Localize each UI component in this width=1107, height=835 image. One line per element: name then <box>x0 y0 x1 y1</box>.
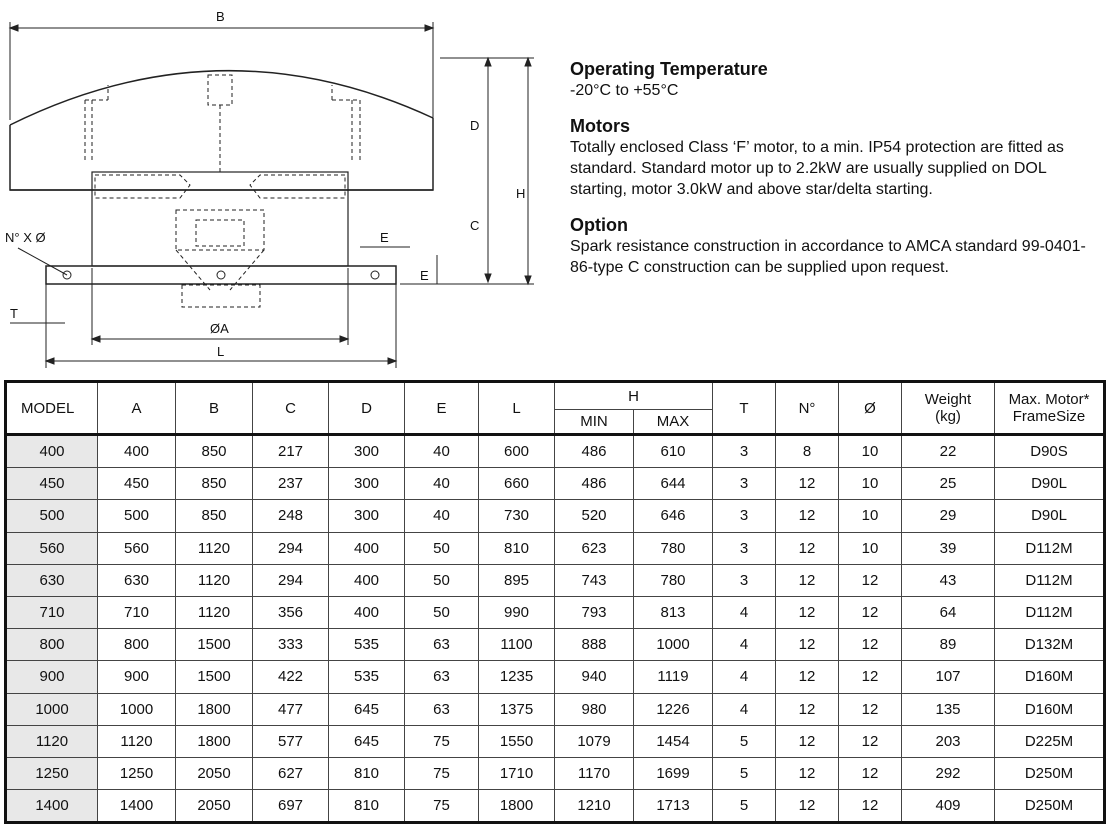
cell-n: 12 <box>776 661 839 693</box>
cell-d: 645 <box>329 693 405 725</box>
cell-n: 12 <box>776 693 839 725</box>
label-l: L <box>217 344 225 359</box>
header-weight-unit: (kg) <box>935 408 961 425</box>
cell-e: 63 <box>405 661 479 693</box>
cell-h-max: 646 <box>634 500 713 532</box>
cell-l: 1710 <box>479 757 555 789</box>
cell-motor: D160M <box>995 693 1105 725</box>
cell-model: 400 <box>6 435 98 468</box>
cell-e: 50 <box>405 564 479 596</box>
header-e: E <box>405 382 479 435</box>
cell-e: 40 <box>405 500 479 532</box>
cell-t: 5 <box>713 725 776 757</box>
cell-c: 422 <box>253 661 329 693</box>
motors-section <box>570 115 1100 200</box>
cell-l: 1375 <box>479 693 555 725</box>
operating-temperature-title: Operating Temperature <box>570 59 768 79</box>
cell-t: 4 <box>713 693 776 725</box>
cell-n: 12 <box>776 790 839 823</box>
cell-model: 1250 <box>6 757 98 789</box>
cell-c: 237 <box>253 468 329 500</box>
cell-h-max: 813 <box>634 596 713 628</box>
cell-a: 1000 <box>98 693 176 725</box>
cell-weight: 43 <box>902 564 995 596</box>
dimensions-table <box>4 380 1106 824</box>
cell-b: 1120 <box>176 596 253 628</box>
cell-weight: 29 <box>902 500 995 532</box>
header-motor-label: Max. Motor* <box>1008 391 1090 408</box>
cell-motor: D90L <box>995 500 1105 532</box>
cell-weight: 89 <box>902 629 995 661</box>
cell-n: 12 <box>776 532 839 564</box>
cell-h-min: 1210 <box>555 790 634 823</box>
cell-h-max: 1000 <box>634 629 713 661</box>
cell-d: 400 <box>329 596 405 628</box>
cell-d: 535 <box>329 629 405 661</box>
cell-n: 8 <box>776 435 839 468</box>
table-row <box>6 757 1105 789</box>
cell-motor: D112M <box>995 564 1105 596</box>
cell-l: 990 <box>479 596 555 628</box>
cell-d: 400 <box>329 564 405 596</box>
cell-n: 12 <box>776 500 839 532</box>
label-b: B <box>216 9 225 24</box>
cell-a: 1400 <box>98 790 176 823</box>
cell-c: 294 <box>253 532 329 564</box>
label-e-right: E <box>380 230 389 245</box>
cell-a: 1250 <box>98 757 176 789</box>
cell-b: 850 <box>176 468 253 500</box>
cell-h-max: 780 <box>634 532 713 564</box>
cell-motor: D132M <box>995 629 1105 661</box>
header-weight-label: Weight <box>924 391 972 408</box>
cell-t: 3 <box>713 564 776 596</box>
cell-n: 12 <box>776 629 839 661</box>
cell-t: 3 <box>713 500 776 532</box>
cell-weight: 409 <box>902 790 995 823</box>
cell-c: 356 <box>253 596 329 628</box>
cell-d: 810 <box>329 757 405 789</box>
specifications <box>570 58 1100 292</box>
cell-d: 535 <box>329 661 405 693</box>
cell-a: 900 <box>98 661 176 693</box>
option-title: Option <box>570 215 628 235</box>
header-l: L <box>479 382 555 435</box>
label-d: D <box>470 118 480 133</box>
table-row <box>6 564 1105 596</box>
cell-l: 730 <box>479 500 555 532</box>
cell-b: 850 <box>176 435 253 468</box>
table-row <box>6 468 1105 500</box>
cell-b: 1500 <box>176 629 253 661</box>
cell-l: 600 <box>479 435 555 468</box>
cell-l: 660 <box>479 468 555 500</box>
cell-a: 450 <box>98 468 176 500</box>
cell-h-max: 1699 <box>634 757 713 789</box>
cell-e: 63 <box>405 629 479 661</box>
cell-d: 645 <box>329 725 405 757</box>
cell-c: 627 <box>253 757 329 789</box>
cell-c: 248 <box>253 500 329 532</box>
cell-phi: 10 <box>839 532 902 564</box>
cell-b: 1800 <box>176 725 253 757</box>
table-row <box>6 661 1105 693</box>
cell-a: 630 <box>98 564 176 596</box>
label-t: T <box>10 306 18 321</box>
option-text: Spark resistance construction in accordance to AMCA standard 99-0401-86-type C construction can be supplied upon request. <box>570 238 1086 276</box>
cell-d: 300 <box>329 500 405 532</box>
cell-weight: 64 <box>902 596 995 628</box>
header-motor <box>995 382 1105 435</box>
cell-b: 1800 <box>176 693 253 725</box>
cell-t: 4 <box>713 661 776 693</box>
cell-h-max: 644 <box>634 468 713 500</box>
table-row <box>6 693 1105 725</box>
cell-a: 560 <box>98 532 176 564</box>
cell-phi: 12 <box>839 693 902 725</box>
cell-t: 3 <box>713 468 776 500</box>
cell-motor: D250M <box>995 790 1105 823</box>
cell-h-max: 1226 <box>634 693 713 725</box>
cell-motor: D90L <box>995 468 1105 500</box>
table-header-row <box>6 382 1105 410</box>
cell-c: 477 <box>253 693 329 725</box>
cell-weight: 39 <box>902 532 995 564</box>
cell-h-min: 486 <box>555 468 634 500</box>
cell-phi: 12 <box>839 790 902 823</box>
table-row <box>6 435 1105 468</box>
header-model: MODEL <box>6 382 98 435</box>
cell-b: 1500 <box>176 661 253 693</box>
header-t: T <box>713 382 776 435</box>
cell-weight: 292 <box>902 757 995 789</box>
cell-e: 75 <box>405 790 479 823</box>
cell-a: 1120 <box>98 725 176 757</box>
cell-weight: 25 <box>902 468 995 500</box>
cell-motor: D90S <box>995 435 1105 468</box>
cell-t: 4 <box>713 629 776 661</box>
header-weight <box>902 382 995 435</box>
cell-n: 12 <box>776 564 839 596</box>
cell-weight: 135 <box>902 693 995 725</box>
cell-d: 300 <box>329 435 405 468</box>
header-h: H <box>555 382 713 410</box>
cell-phi: 10 <box>839 468 902 500</box>
cell-phi: 10 <box>839 435 902 468</box>
cell-motor: D112M <box>995 532 1105 564</box>
cell-n: 12 <box>776 725 839 757</box>
cell-h-min: 793 <box>555 596 634 628</box>
cell-a: 400 <box>98 435 176 468</box>
header-h-min: MIN <box>555 410 634 435</box>
cell-l: 895 <box>479 564 555 596</box>
option-section <box>570 214 1100 278</box>
operating-temperature-section <box>570 58 1100 101</box>
cell-l: 1800 <box>479 790 555 823</box>
header-b: B <box>176 382 253 435</box>
table-row <box>6 790 1105 823</box>
cell-b: 1120 <box>176 532 253 564</box>
operating-temperature-text: -20°C to +55°C <box>570 82 679 99</box>
cell-h-max: 610 <box>634 435 713 468</box>
cell-e: 75 <box>405 725 479 757</box>
cell-h-min: 888 <box>555 629 634 661</box>
cell-d: 400 <box>329 532 405 564</box>
cell-a: 710 <box>98 596 176 628</box>
table-row <box>6 500 1105 532</box>
cell-model: 800 <box>6 629 98 661</box>
fan-dimension-drawing <box>0 0 560 375</box>
cell-weight: 107 <box>902 661 995 693</box>
cell-h-max: 780 <box>634 564 713 596</box>
cell-model: 630 <box>6 564 98 596</box>
table-body <box>6 435 1105 823</box>
cell-weight: 22 <box>902 435 995 468</box>
cell-h-min: 1079 <box>555 725 634 757</box>
table-row <box>6 725 1105 757</box>
cell-h-min: 486 <box>555 435 634 468</box>
cell-e: 75 <box>405 757 479 789</box>
cell-phi: 12 <box>839 757 902 789</box>
cell-e: 40 <box>405 435 479 468</box>
cell-d: 810 <box>329 790 405 823</box>
cell-c: 294 <box>253 564 329 596</box>
label-e-vertical: E <box>420 268 429 283</box>
cell-a: 800 <box>98 629 176 661</box>
cell-c: 217 <box>253 435 329 468</box>
cell-phi: 12 <box>839 725 902 757</box>
label-h: H <box>516 186 526 201</box>
cell-h-min: 1170 <box>555 757 634 789</box>
cell-b: 850 <box>176 500 253 532</box>
table-row <box>6 532 1105 564</box>
cell-l: 810 <box>479 532 555 564</box>
cell-d: 300 <box>329 468 405 500</box>
cell-h-max: 1119 <box>634 661 713 693</box>
cell-b: 1120 <box>176 564 253 596</box>
table-row <box>6 629 1105 661</box>
cell-model: 450 <box>6 468 98 500</box>
cell-e: 50 <box>405 596 479 628</box>
cell-n: 12 <box>776 468 839 500</box>
header-a: A <box>98 382 176 435</box>
cell-model: 500 <box>6 500 98 532</box>
header-c: C <box>253 382 329 435</box>
header-phi: Ø <box>839 382 902 435</box>
cell-phi: 12 <box>839 596 902 628</box>
cell-l: 1100 <box>479 629 555 661</box>
cell-model: 1120 <box>6 725 98 757</box>
header-motor-frame: FrameSize <box>1012 408 1086 425</box>
motors-text: Totally enclosed Class ‘F’ motor, to a min. IP54 protection are fitted as standard. Standard motor up to 2.2kW are usually supplied on DOL starting, motor 3.0kW and above star/delta starting. <box>570 139 1064 198</box>
cell-h-max: 1713 <box>634 790 713 823</box>
cell-model: 710 <box>6 596 98 628</box>
cell-n: 12 <box>776 757 839 789</box>
cell-l: 1235 <box>479 661 555 693</box>
cell-t: 4 <box>713 596 776 628</box>
cell-e: 50 <box>405 532 479 564</box>
table-row <box>6 596 1105 628</box>
cell-motor: D112M <box>995 596 1105 628</box>
cell-h-min: 743 <box>555 564 634 596</box>
cell-phi: 12 <box>839 629 902 661</box>
cell-n: 12 <box>776 596 839 628</box>
cell-phi: 12 <box>839 661 902 693</box>
cell-b: 2050 <box>176 790 253 823</box>
cell-phi: 12 <box>839 564 902 596</box>
cell-e: 40 <box>405 468 479 500</box>
cell-l: 1550 <box>479 725 555 757</box>
label-c: C <box>470 218 480 233</box>
cell-model: 900 <box>6 661 98 693</box>
cell-e: 63 <box>405 693 479 725</box>
cell-t: 3 <box>713 435 776 468</box>
cell-c: 697 <box>253 790 329 823</box>
cell-t: 5 <box>713 757 776 789</box>
label-phi-a: ØA <box>210 321 229 336</box>
cell-c: 333 <box>253 629 329 661</box>
label-holes: N° X Ø <box>5 230 46 245</box>
cell-phi: 10 <box>839 500 902 532</box>
cell-h-min: 980 <box>555 693 634 725</box>
cell-h-min: 623 <box>555 532 634 564</box>
header-d: D <box>329 382 405 435</box>
cell-h-min: 520 <box>555 500 634 532</box>
cell-h-min: 940 <box>555 661 634 693</box>
cell-model: 1400 <box>6 790 98 823</box>
cell-b: 2050 <box>176 757 253 789</box>
cell-model: 560 <box>6 532 98 564</box>
cell-a: 500 <box>98 500 176 532</box>
cell-weight: 203 <box>902 725 995 757</box>
header-n: N° <box>776 382 839 435</box>
cell-motor: D250M <box>995 757 1105 789</box>
cell-t: 5 <box>713 790 776 823</box>
cell-motor: D160M <box>995 661 1105 693</box>
cell-h-max: 1454 <box>634 725 713 757</box>
cell-c: 577 <box>253 725 329 757</box>
motors-title: Motors <box>570 116 630 136</box>
header-h-max: MAX <box>634 410 713 435</box>
cell-motor: D225M <box>995 725 1105 757</box>
cell-model: 1000 <box>6 693 98 725</box>
cell-t: 3 <box>713 532 776 564</box>
